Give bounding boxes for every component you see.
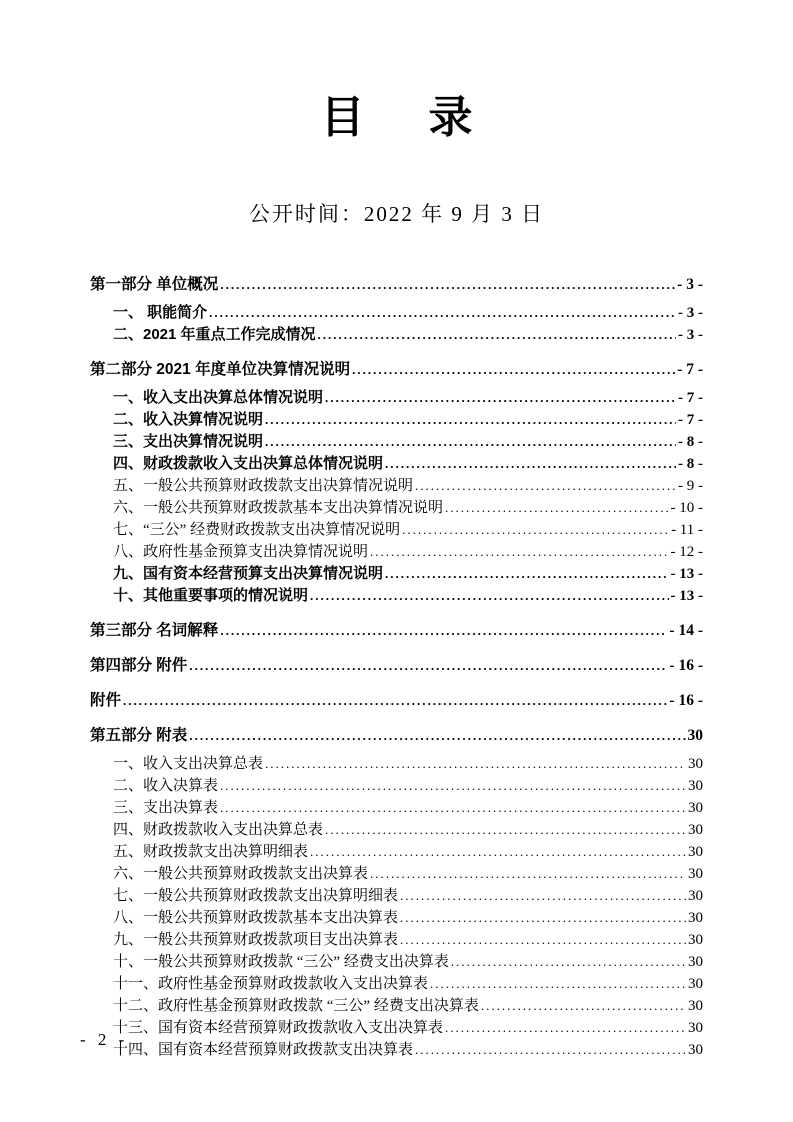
toc-entry[interactable]	[90, 775, 703, 797]
toc-entry-label: 十一、政府性基金预算财政拨款收入支出决算表	[113, 976, 429, 993]
toc-entry-label: 四、财政拨款收入支出决算总表	[113, 822, 324, 839]
toc-entry[interactable]	[90, 841, 703, 863]
toc-dot-leader	[481, 995, 686, 1017]
toc-dot-leader	[402, 519, 669, 541]
toc-dot-leader	[385, 563, 668, 585]
toc-entry[interactable]	[90, 690, 703, 712]
toc-dot-leader	[415, 475, 676, 497]
toc-entry[interactable]	[90, 409, 703, 431]
toc-entry-page: 30	[688, 954, 703, 971]
toc-entry-page: - 3 -	[678, 327, 703, 344]
toc-entry-label: 第四部分 附件	[90, 657, 188, 675]
toc-dot-leader	[265, 753, 686, 775]
table-of-contents	[90, 274, 703, 1061]
toc-dot-leader	[415, 1039, 686, 1061]
toc-entry-page: - 11 -	[671, 522, 703, 539]
toc-entry-label: 第三部分 名词解释	[90, 622, 219, 640]
toc-entry[interactable]	[90, 951, 703, 973]
toc-entry[interactable]	[90, 274, 703, 296]
toc-entry-label: 五、一般公共预算财政拨款支出决算情况说明	[113, 478, 414, 495]
toc-dot-leader	[400, 885, 686, 907]
toc-entry-page: - 12 -	[670, 544, 703, 561]
toc-entry[interactable]	[90, 1039, 703, 1061]
toc-dot-leader	[318, 324, 676, 346]
toc-entry[interactable]	[90, 387, 703, 409]
toc-entry-label: 七、“三公” 经费财政拨款支出决算情况说明	[113, 522, 401, 539]
toc-entry-label: 一、收入支出决算总表	[113, 756, 264, 773]
toc-entry-label: 八、一般公共预算财政拨款基本支出决算表	[113, 910, 399, 927]
toc-dot-leader	[310, 841, 686, 863]
toc-entry[interactable]	[90, 620, 703, 642]
toc-entry-label: 九、国有资本经营预算支出决算情况说明	[113, 565, 384, 583]
toc-entry[interactable]	[90, 655, 703, 677]
toc-entry[interactable]	[90, 907, 703, 929]
toc-entry-page: - 8 -	[678, 456, 703, 473]
toc-entry-label: 第一部分 单位概况	[90, 276, 219, 294]
toc-entry-page: 30	[688, 1042, 703, 1059]
toc-entry[interactable]	[90, 585, 703, 607]
toc-entry-label: 五、财政拨款支出决算明细表	[113, 844, 309, 861]
toc-entry-page: - 14 -	[669, 622, 703, 640]
toc-dot-leader	[385, 453, 676, 475]
toc-entry-label: 二、2021 年重点工作完成情况	[113, 326, 316, 344]
toc-entry[interactable]	[90, 453, 703, 475]
toc-entry-page: - 13 -	[670, 566, 703, 583]
toc-dot-leader	[220, 274, 675, 296]
toc-dot-leader	[189, 725, 685, 747]
toc-dot-leader	[325, 387, 676, 409]
toc-entry-page: 30	[688, 976, 703, 993]
toc-entry[interactable]	[90, 563, 703, 585]
toc-entry[interactable]	[90, 753, 703, 775]
toc-entry[interactable]	[90, 819, 703, 841]
toc-entry-page: 30	[688, 998, 703, 1015]
toc-entry-page: 30	[688, 866, 703, 883]
toc-entry-label: 三、支出决算情况说明	[113, 433, 264, 451]
toc-entry-page: - 7 -	[678, 412, 703, 429]
toc-entry[interactable]	[90, 885, 703, 907]
toc-entry-page: 30	[688, 800, 703, 817]
toc-entry[interactable]	[90, 725, 703, 747]
toc-dot-leader	[325, 819, 686, 841]
toc-entry[interactable]	[90, 541, 703, 563]
toc-dot-leader	[220, 775, 686, 797]
toc-entry-page: 30	[688, 778, 703, 795]
toc-entry-page: 30	[688, 888, 703, 905]
toc-entry[interactable]	[90, 302, 703, 324]
toc-entry-label: 十、一般公共预算财政拨款 “三公” 经费支出决算表	[113, 954, 449, 971]
toc-dot-leader	[400, 929, 686, 951]
toc-entry-page: 30	[688, 910, 703, 927]
toc-entry-label: 三、支出决算表	[113, 800, 219, 817]
toc-entry-page: - 9 -	[678, 478, 703, 495]
toc-dot-leader	[445, 497, 668, 519]
toc-entry-label: 八、政府性基金预算支出决算情况说明	[113, 544, 369, 561]
toc-entry-page: 30	[688, 844, 703, 861]
toc-dot-leader	[265, 409, 676, 431]
toc-entry[interactable]	[90, 863, 703, 885]
toc-entry-label: 七、一般公共预算财政拨款支出决算明细表	[113, 888, 399, 905]
toc-entry-page: 30	[688, 756, 703, 773]
toc-entry-label: 一、收入支出决算总体情况说明	[113, 389, 324, 407]
toc-entry-page: - 16 -	[669, 692, 703, 710]
toc-dot-leader	[370, 541, 668, 563]
publish-date: 公开时间：2022 年 9 月 3 日	[248, 202, 545, 227]
toc-entry-page: 30	[688, 822, 703, 839]
toc-entry-page: - 3 -	[678, 305, 703, 322]
toc-entry-label: 一、 职能简介	[113, 304, 208, 322]
toc-entry-page: 30	[687, 727, 703, 745]
toc-entry[interactable]	[90, 797, 703, 819]
toc-entry-label: 附件	[90, 692, 122, 710]
toc-dot-leader	[451, 951, 686, 973]
toc-entry-label: 九、一般公共预算财政拨款项目支出决算表	[113, 932, 399, 949]
toc-entry-label: 六、一般公共预算财政拨款基本支出决算情况说明	[113, 500, 444, 517]
toc-dot-leader	[370, 863, 686, 885]
toc-entry[interactable]	[90, 359, 703, 381]
toc-entry[interactable]	[90, 929, 703, 951]
toc-entry-label: 十、其他重要事项的情况说明	[113, 587, 309, 605]
toc-entry-label: 十二、政府性基金预算财政拨款 “三公” 经费支出决算表	[113, 998, 479, 1015]
toc-entry[interactable]	[90, 995, 703, 1017]
toc-dot-leader	[209, 302, 676, 324]
toc-entry-label: 六、一般公共预算财政拨款支出决算表	[113, 866, 369, 883]
toc-entry[interactable]	[90, 519, 703, 541]
toc-dot-leader	[310, 585, 668, 607]
toc-entry-page: - 13 -	[670, 588, 703, 605]
footer-page-number: - 2 -	[80, 1030, 129, 1049]
toc-dot-leader	[400, 907, 686, 929]
toc-dot-leader	[220, 797, 686, 819]
toc-entry-page: - 16 -	[669, 657, 703, 675]
toc-entry[interactable]	[90, 324, 703, 346]
toc-entry-label: 四、财政拨款收入支出决算总体情况说明	[113, 455, 384, 473]
toc-entry-page: 30	[688, 932, 703, 949]
toc-entry-page: - 3 -	[677, 276, 703, 294]
toc-entry[interactable]	[90, 973, 703, 995]
toc-dot-leader	[430, 973, 686, 995]
toc-entry-label: 第五部分 附表	[90, 727, 188, 745]
toc-dot-leader	[265, 431, 676, 453]
toc-dot-leader	[352, 359, 675, 381]
toc-entry[interactable]	[90, 497, 703, 519]
toc-entry-page: - 8 -	[678, 434, 703, 451]
toc-entry-page: - 7 -	[678, 390, 703, 407]
toc-entry-label: 二、收入决算情况说明	[113, 411, 264, 429]
toc-entry-label: 十四、国有资本经营预算财政拨款支出决算表	[113, 1042, 414, 1059]
toc-entry[interactable]	[90, 1017, 703, 1039]
toc-entry[interactable]	[90, 431, 703, 453]
page-title: 目 录	[320, 93, 483, 142]
toc-entry[interactable]	[90, 475, 703, 497]
toc-entry-label: 第二部分 2021 年度单位决算情况说明	[90, 361, 351, 379]
toc-entry-page: - 10 -	[670, 500, 703, 517]
toc-dot-leader	[123, 690, 667, 712]
toc-entry-page: 30	[688, 1020, 703, 1037]
toc-entry-page: - 7 -	[677, 361, 703, 379]
toc-entry-label: 十三、国有资本经营预算财政拨款收入支出决算表	[113, 1020, 444, 1037]
toc-entry-label: 二、收入决算表	[113, 778, 219, 795]
toc-dot-leader	[220, 620, 667, 642]
toc-dot-leader	[189, 655, 667, 677]
toc-dot-leader	[445, 1017, 686, 1039]
